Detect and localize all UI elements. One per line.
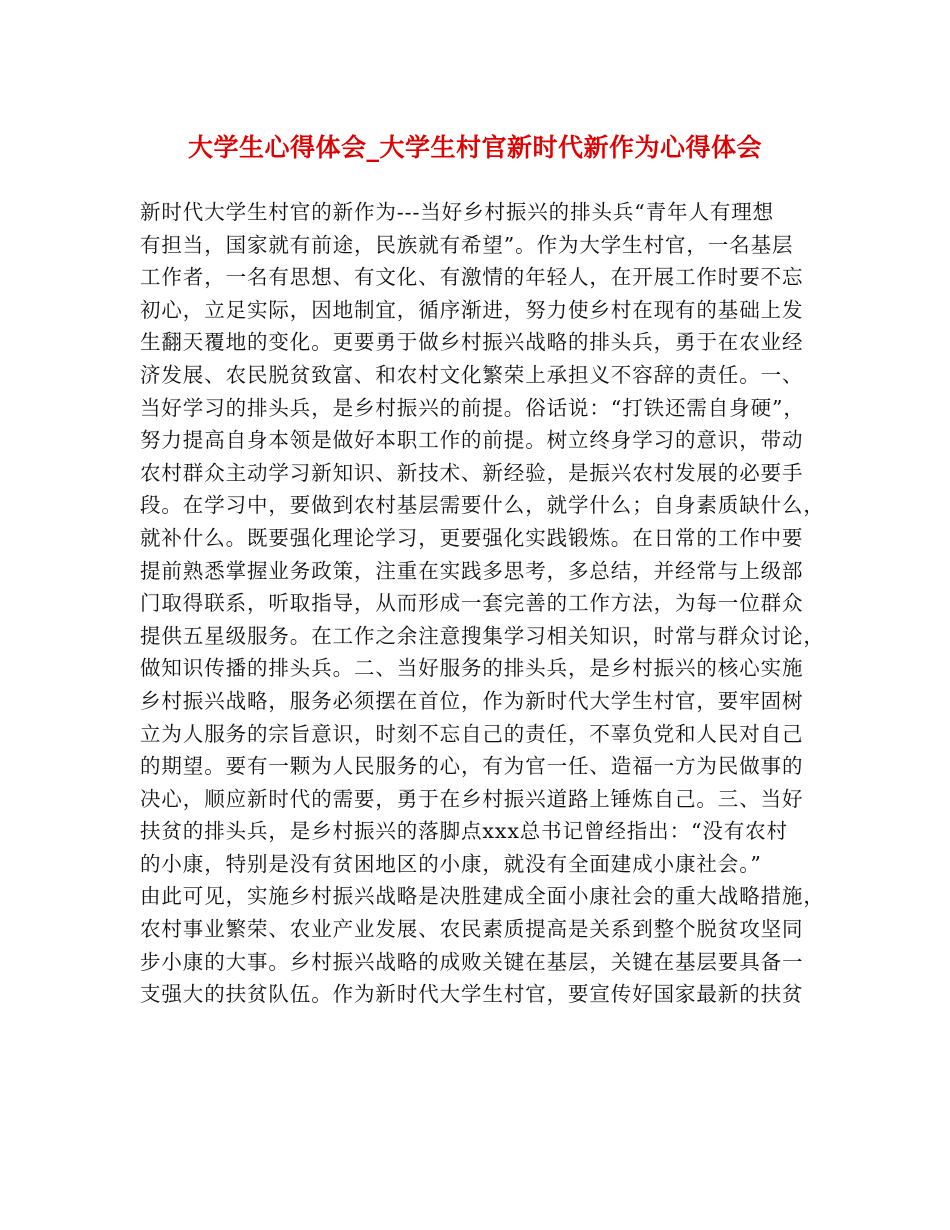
body-line: 乡村振兴战略，服务必须摆在首位，作为新时代大学生村官，要牢固树	[140, 688, 804, 713]
body-line: 当好学习的排头兵，是乡村振兴的前提。俗话说：“打铁还需自身硬”，	[140, 395, 805, 420]
body-line: 的小康，特别是没有贫困地区的小康，就没有全面建成小康社会。”	[140, 851, 762, 876]
body-line: 决心，顺应新时代的需要，勇于在乡村振兴道路上锤炼自己。三、当好	[140, 786, 804, 811]
body-line: 步小康的大事。乡村振兴战略的成败关键在基层，关键在基层要具备一	[140, 949, 804, 974]
body-line: 努力提高自身本领是做好本职工作的前提。树立终身学习的意识，带动	[140, 428, 804, 453]
body-line: 的期望。要有一颗为人民服务的心，有为官一任、造福一方为民做事的	[140, 754, 804, 779]
body-line: 段。在学习中，要做到农村基层需要什么，就学什么；自身素质缺什么，	[140, 493, 825, 518]
body-line: 由此可见，实施乡村振兴战略是决胜建成全面小康社会的重大战略措施，	[140, 884, 825, 909]
document-body	[140, 196, 825, 1011]
body-line: 提前熟悉掌握业务政策，注重在实践多思考，多总结，并经常与上级部	[140, 558, 804, 583]
body-line: 新时代大学生村官的新作为---当好乡村振兴的排头兵“青年人有理想	[140, 200, 775, 224]
body-line: 门取得联系，听取指导，从而形成一套完善的工作方法，为每一位群众	[140, 591, 804, 616]
body-line: 工作者，一名有思想、有文化、有激情的年轻人，在开展工作时要不忘	[140, 265, 804, 290]
body-line: 就补什么。既要强化理论学习，更要强化实践锻炼。在日常的工作中要	[140, 525, 804, 550]
body-line: 初心，立足实际，因地制宜，循序渐进，努力使乡村在现有的基础上发	[140, 297, 804, 322]
body-line: 提供五星级服务。在工作之余注意搜集学习相关知识，时常与群众讨论，	[140, 623, 825, 648]
body-line: 农村群众主动学习新知识、新技术、新经验，是振兴农村发展的必要手	[140, 460, 804, 485]
body-line: 有担当，国家就有前途，民族就有希望”。作为大学生村官，一名基层	[140, 232, 794, 257]
body-line: 农村事业繁荣、农业产业发展、农民素质提高是关系到整个脱贫攻坚同	[140, 917, 804, 942]
document-title: 大学生心得体会_大学生村官新时代新作为心得体会	[187, 133, 762, 162]
body-line: 做知识传播的排头兵。二、当好服务的排头兵，是乡村振兴的核心实施	[140, 656, 804, 681]
body-line: 扶贫的排头兵，是乡村振兴的落脚点xxx总书记曾经指出：“没有农村	[140, 819, 788, 844]
body-line: 立为人服务的宗旨意识，时刻不忘自己的责任，不辜负党和人民对自己	[140, 721, 804, 746]
body-line: 支强大的扶贫队伍。作为新时代大学生村官，要宣传好国家最新的扶贫	[140, 982, 804, 1007]
body-line: 生翻天覆地的变化。更要勇于做乡村振兴战略的排头兵，勇于在农业经	[140, 330, 804, 355]
body-line: 济发展、农民脱贫致富、和农村文化繁荣上承担义不容辞的责任。一、	[140, 362, 804, 387]
